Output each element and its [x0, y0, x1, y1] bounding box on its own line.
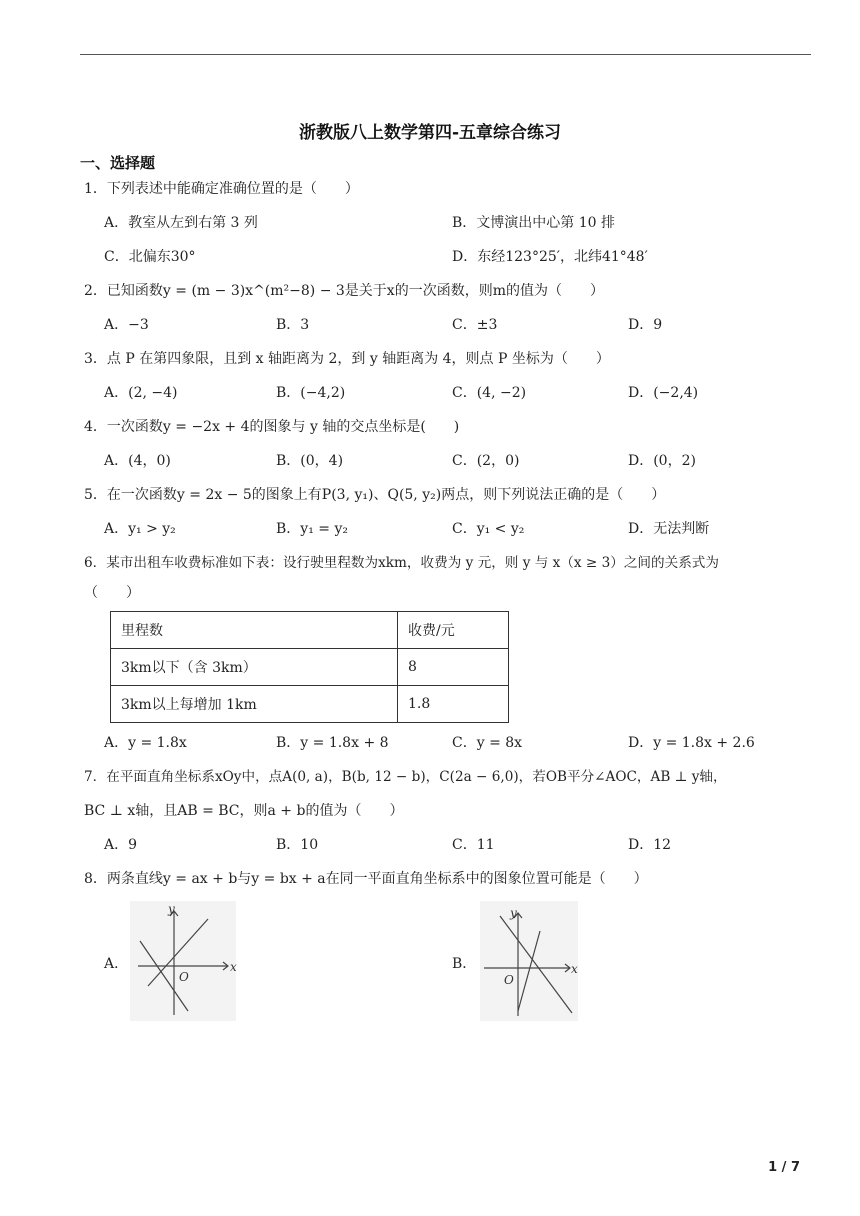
- q3-option-d: D．(−2,4): [628, 385, 699, 401]
- x-axis-label: x: [230, 960, 237, 974]
- question-2-stem: 2．已知函数y = (m − 3)x^(m²−8) − 3是关于x的一次函数，则m的值为（ ）: [84, 283, 604, 299]
- q5-option-b: B．y₁ = y₂: [276, 521, 348, 537]
- table-row: [111, 649, 509, 686]
- table-header-cell: 里程数: [111, 612, 398, 649]
- table-row: [111, 686, 509, 723]
- q5-option-a: A．y₁ > y₂: [104, 521, 176, 537]
- fee-table: [110, 611, 509, 723]
- q2-option-d: D．9: [628, 317, 663, 333]
- page-number: 1 / 7: [768, 1160, 800, 1175]
- question-7-stem-cont: BC ⊥ x轴，且AB = BC，则a + b的值为（ ）: [84, 803, 404, 819]
- q4-option-d: D．(0，2): [628, 453, 696, 469]
- y-axis-label: y: [168, 902, 175, 916]
- q3-option-b: B．(−4,2): [276, 385, 346, 401]
- table-header-row: [111, 612, 509, 649]
- section-heading: 一、选择题: [80, 154, 156, 172]
- header-rule: [80, 54, 811, 55]
- q1-option-c: C．北偏东30°: [104, 249, 196, 265]
- line-increasing: [148, 919, 208, 986]
- q8-option-a: A．: [104, 956, 129, 972]
- page-title: 浙教版八上数学第四-五章综合练习: [298, 123, 562, 143]
- q7-option-d: D．12: [628, 837, 672, 853]
- graph-option-b: [480, 901, 578, 1021]
- y-axis-label: y: [510, 906, 517, 920]
- origin-label: O: [179, 970, 189, 984]
- x-axis-label: x: [571, 962, 578, 976]
- line-steep: [518, 931, 540, 1011]
- q7-option-c: C．11: [452, 837, 495, 853]
- q2-option-c: C．±3: [452, 317, 498, 333]
- table-cell: 3km以上每增加 1km: [111, 686, 398, 723]
- q6-option-a: A．y = 1.8x: [104, 735, 187, 751]
- q3-option-a: A．(2, −4): [104, 385, 178, 401]
- q7-option-a: A．9: [104, 837, 138, 853]
- q7-option-b: B．10: [276, 837, 319, 853]
- table-header-cell: 收费/元: [398, 612, 509, 649]
- q1-option-d: D．东经123°25′，北纬41°48′: [452, 249, 648, 265]
- q4-option-a: A．(4，0): [104, 453, 171, 469]
- line-decreasing: [500, 916, 572, 1013]
- origin-label: O: [504, 973, 514, 987]
- question-4-stem: 4．一次函数y = −2x + 4的图象与 y 轴的交点坐标是( ): [84, 419, 460, 435]
- q3-option-c: C．(4, −2): [452, 385, 527, 401]
- q6-option-b: B．y = 1.8x + 8: [276, 735, 389, 751]
- question-7-stem: 7．在平面直角坐标系xOy中，点A(0, a)，B(b, 12 − b)，C(2a − 6,0)，若OB平分∠AOC，AB ⊥ y轴，: [84, 769, 727, 785]
- q1-option-b: B．文博演出中心第 10 排: [452, 215, 616, 231]
- question-8-stem: 8．两条直线y = ax + b与y = bx + a在同一平面直角坐标系中的图象位置可能是（ ）: [84, 871, 648, 887]
- q5-option-d: D．无法判断: [628, 521, 710, 537]
- q4-option-b: B．(0，4): [276, 453, 344, 469]
- graph-option-a: [130, 901, 236, 1021]
- q2-option-a: A．−3: [104, 317, 149, 333]
- table-cell: 1.8: [398, 686, 509, 723]
- question-5-stem: 5．在一次函数y = 2x − 5的图象上有P(3, y₁)、Q(5, y₂)两点，则下列说法正确的是（ ）: [84, 487, 666, 503]
- q6-option-c: C．y = 8x: [452, 735, 523, 751]
- q1-option-a: A．教室从左到右第 3 列: [104, 215, 258, 231]
- table-cell: 3km以下（含 3km）: [111, 649, 398, 686]
- table-cell: 8: [398, 649, 509, 686]
- question-6-stem-cont: （ ）: [84, 585, 140, 601]
- q6-option-d: D．y = 1.8x + 2.6: [628, 735, 755, 751]
- q8-option-b: B．: [452, 956, 477, 972]
- question-1-stem: 1．下列表述中能确定准确位置的是（ ）: [84, 181, 359, 197]
- question-3-stem: 3．点 P 在第四象限，且到 x 轴距离为 2，到 y 轴距离为 4，则点 P 坐标为（ ）: [84, 351, 610, 367]
- q5-option-c: C．y₁ < y₂: [452, 521, 525, 537]
- question-6-stem: 6．某市出租车收费标准如下表：设行驶里程数为xkm，收费为 y 元，则 y 与 x（x ≥ 3）之间的关系式为: [84, 555, 719, 571]
- q2-option-b: B．3: [276, 317, 310, 333]
- q4-option-c: C．(2，0): [452, 453, 520, 469]
